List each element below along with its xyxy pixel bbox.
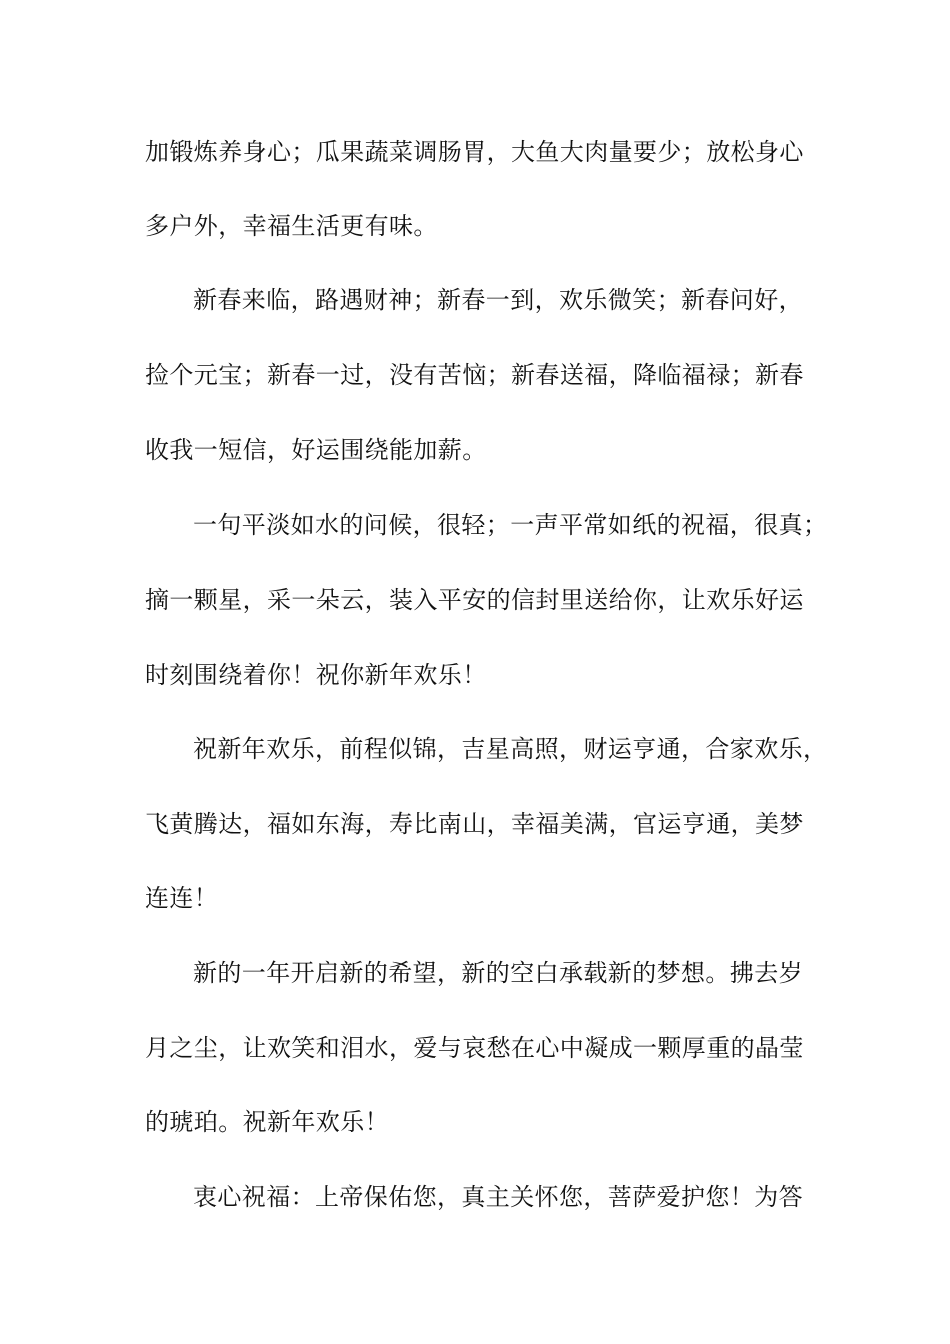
text-line: 收我一短信，好运围绕能加薪。 <box>145 436 487 464</box>
text-line: 捡个元宝；新春一过，没有苦恼；新春送福，降临福禄；新春 <box>145 361 804 389</box>
text-line: 连连！ <box>145 884 219 912</box>
text-line: 摘一颗星，采一朵云，装入平安的信封里送给你，让欢乐好运 <box>145 586 804 614</box>
text-line: 飞黄腾达，福如东海，寿比南山，幸福美满，官运亨通，美梦 <box>145 810 804 838</box>
paragraph-first-line: 祝新年欢乐，前程似锦，吉星高照，财运亨通，合家欢乐， <box>193 735 828 763</box>
text-line: 时刻围绕着你！祝你新年欢乐！ <box>145 661 487 689</box>
paragraph-first-line: 新春来临，路遇财神；新春一到，欢乐微笑；新春问好， <box>193 286 803 314</box>
paragraph-first-line: 衷心祝福：上帝保佑您，真主关怀您，菩萨爱护您！为答 <box>193 1183 803 1211</box>
text-line: 月之尘，让欢笑和泪水，爱与哀愁在心中凝成一颗厚重的晶莹 <box>145 1034 804 1062</box>
paragraph-first-line: 一句平淡如水的问候，很轻；一声平常如纸的祝福，很真； <box>193 511 828 539</box>
text-line: 加锻炼养身心；瓜果蔬菜调肠胃，大鱼大肉量要少；放松身心 <box>145 138 804 166</box>
paragraph-first-line: 新的一年开启新的希望，新的空白承载新的梦想。拂去岁 <box>193 959 803 987</box>
text-line: 多户外，幸福生活更有味。 <box>145 212 438 240</box>
text-line: 的琥珀。祝新年欢乐！ <box>145 1108 389 1136</box>
